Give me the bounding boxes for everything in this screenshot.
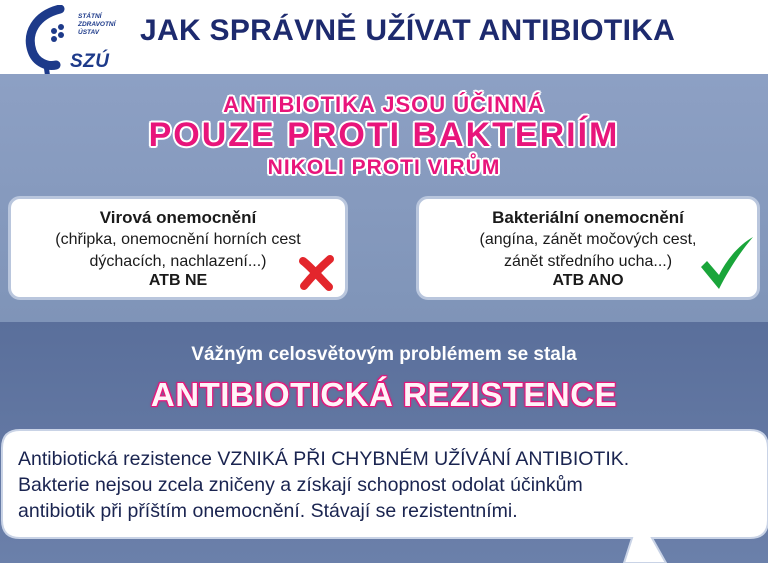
- bubble-text: [18, 446, 758, 524]
- logo-abbr: SZÚ: [70, 51, 110, 72]
- page-title: JAK SPRÁVNĚ UŽÍVAT ANTIBIOTIKA: [140, 14, 676, 47]
- bubble-line-2: Bakterie nejsou zcela zničeny a získají schopnost odolat účinkům: [18, 474, 583, 496]
- subheading: Vážným celosvětovým problémem se stala: [191, 344, 577, 365]
- logo-text: STÁTNÍ ZDRAVOTNÍ ÚSTAV: [78, 13, 116, 36]
- virus-line-2: dýchacích, nachlazení...): [89, 253, 267, 270]
- virus-answer: ATB NE: [148, 272, 208, 289]
- bacteria-heading: Bakteriální onemocnění: [492, 208, 684, 227]
- bacteria-answer: ATB ANO: [552, 272, 624, 289]
- pink-line-3: NIKOLI PROTI VIRŮM: [267, 156, 501, 179]
- bubble-line-1: Antibiotická rezistence VZNIKÁ PŘI CHYBNÉM UŽÍVÁNÍ ANTIBIOTIK.: [18, 448, 630, 470]
- bacteria-line-1: (angína, zánět močových cest,: [479, 231, 697, 248]
- pink-line-1: ANTIBIOTIKA JSOU ÚČINNÁ: [223, 92, 545, 117]
- virus-line-1: (chřipka, onemocnění horních cest: [55, 231, 301, 248]
- bacteria-line-2: zánět středního ucha...): [503, 253, 673, 270]
- virus-heading: Virová onemocnění: [99, 208, 257, 227]
- pink-line-2: POUZE PROTI BAKTERIÍM: [148, 116, 620, 154]
- big-heading: ANTIBIOTICKÁ REZISTENCE: [150, 376, 618, 413]
- bubble-line-3: antibiotik při příštím onemocnění. Stávají se rezistentními.: [18, 500, 518, 522]
